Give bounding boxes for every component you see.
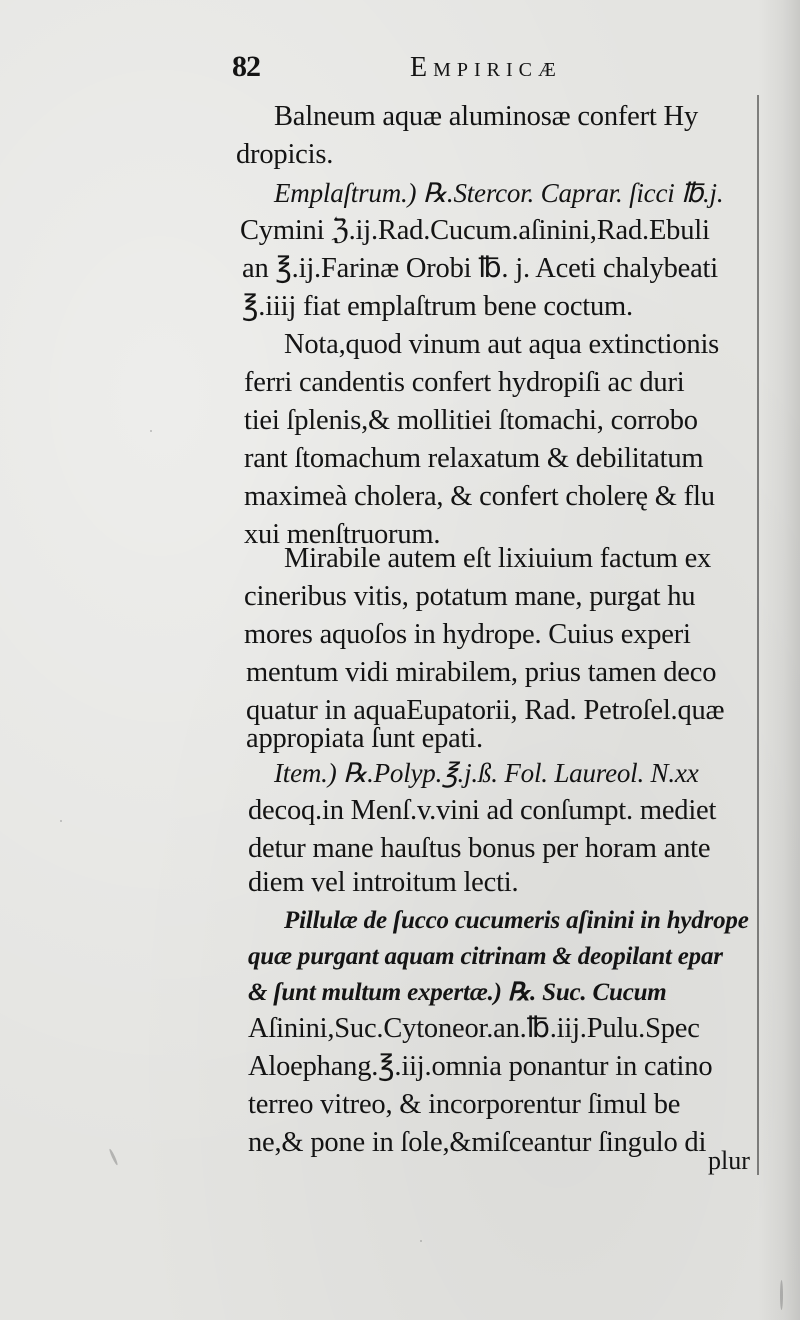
text-line: ne,& pone in ſole,&miſceantur ſingulo di: [248, 1127, 707, 1158]
text-line: mores aquoſos in hydrope. Cuius experi: [244, 619, 691, 650]
text-line: ℥.iiij fiat emplaſtrum bene coctum.: [242, 291, 633, 322]
page-gutter-shadow: [758, 0, 800, 1320]
text-line: Balneum aquæ aluminosæ confert Hy: [274, 101, 698, 132]
text-line: dropicis.: [236, 139, 334, 170]
text-line: Aloephang.℥.iij.omnia ponantur in catino: [248, 1051, 713, 1082]
text-line: Item.) ℞.Polyp.℥.j.ß. Fol. Laureol. N.xx: [274, 758, 699, 788]
text-line: rant ſtomachum relaxatum & debilitatum: [244, 443, 704, 474]
text-line: quæ purgant aquam citrinam & deopilant epar: [248, 943, 723, 970]
page-number: 82: [232, 50, 260, 83]
text-line: Aſinini,Suc.Cytoneor.an.℔.iij.Pulu.Spec: [248, 1013, 700, 1044]
text-line: detur mane hauſtus bonus per horam ante: [248, 833, 711, 864]
text-line: an ℥.ij.Farinæ Orobi ℔. j. Aceti chalybeati: [242, 253, 718, 284]
text-line: Cymini ℨ.ij.Rad.Cucum.aſinini,Rad.Ebuli: [240, 215, 710, 246]
text-line: appropiata ſunt epati.: [246, 723, 483, 754]
text-line: ferri candentis confert hydropiſi ac duri: [244, 367, 685, 398]
text-line: Pillulæ de ſucco cucumeris aſinini in hydrope: [284, 907, 749, 934]
running-head: Empiricæ: [410, 52, 562, 83]
text-line: maximeà cholera, & confert cholerę & flu: [244, 481, 715, 512]
text-line: Mirabile autem eſt lixiuium factum ex: [284, 543, 712, 574]
text-line: & ſunt multum expertæ.) ℞. Suc. Cucum: [248, 979, 667, 1006]
text-line: mentum vidi mirabilem, prius tamen deco: [246, 657, 717, 688]
text-line: diem vel introitum lecti.: [248, 867, 519, 898]
catchword: plur: [708, 1146, 750, 1175]
text-block: [234, 98, 759, 1178]
text-line: Nota,quod vinum aut aqua extinctionis: [284, 329, 720, 360]
page-header: [232, 50, 752, 90]
text-line: decoq.in Menſ.v.vini ad conſumpt. mediet: [248, 795, 717, 826]
text-line: terreo vitreo, & incorporentur ſimul be: [248, 1089, 681, 1120]
text-line: Emplaſtrum.) ℞.Stercor. Caprar. ſicci ℔.j.: [274, 178, 724, 208]
text-line: cineribus vitis, potatum mane, purgat hu: [244, 581, 696, 612]
text-line: quatur in aquaEupatorii, Rad. Petroſel.quæ: [246, 695, 725, 726]
text-line: tiei ſplenis,& mollitiei ſtomachi, corrobo: [244, 405, 698, 436]
text-line: xui menſtruorum.: [244, 519, 441, 550]
